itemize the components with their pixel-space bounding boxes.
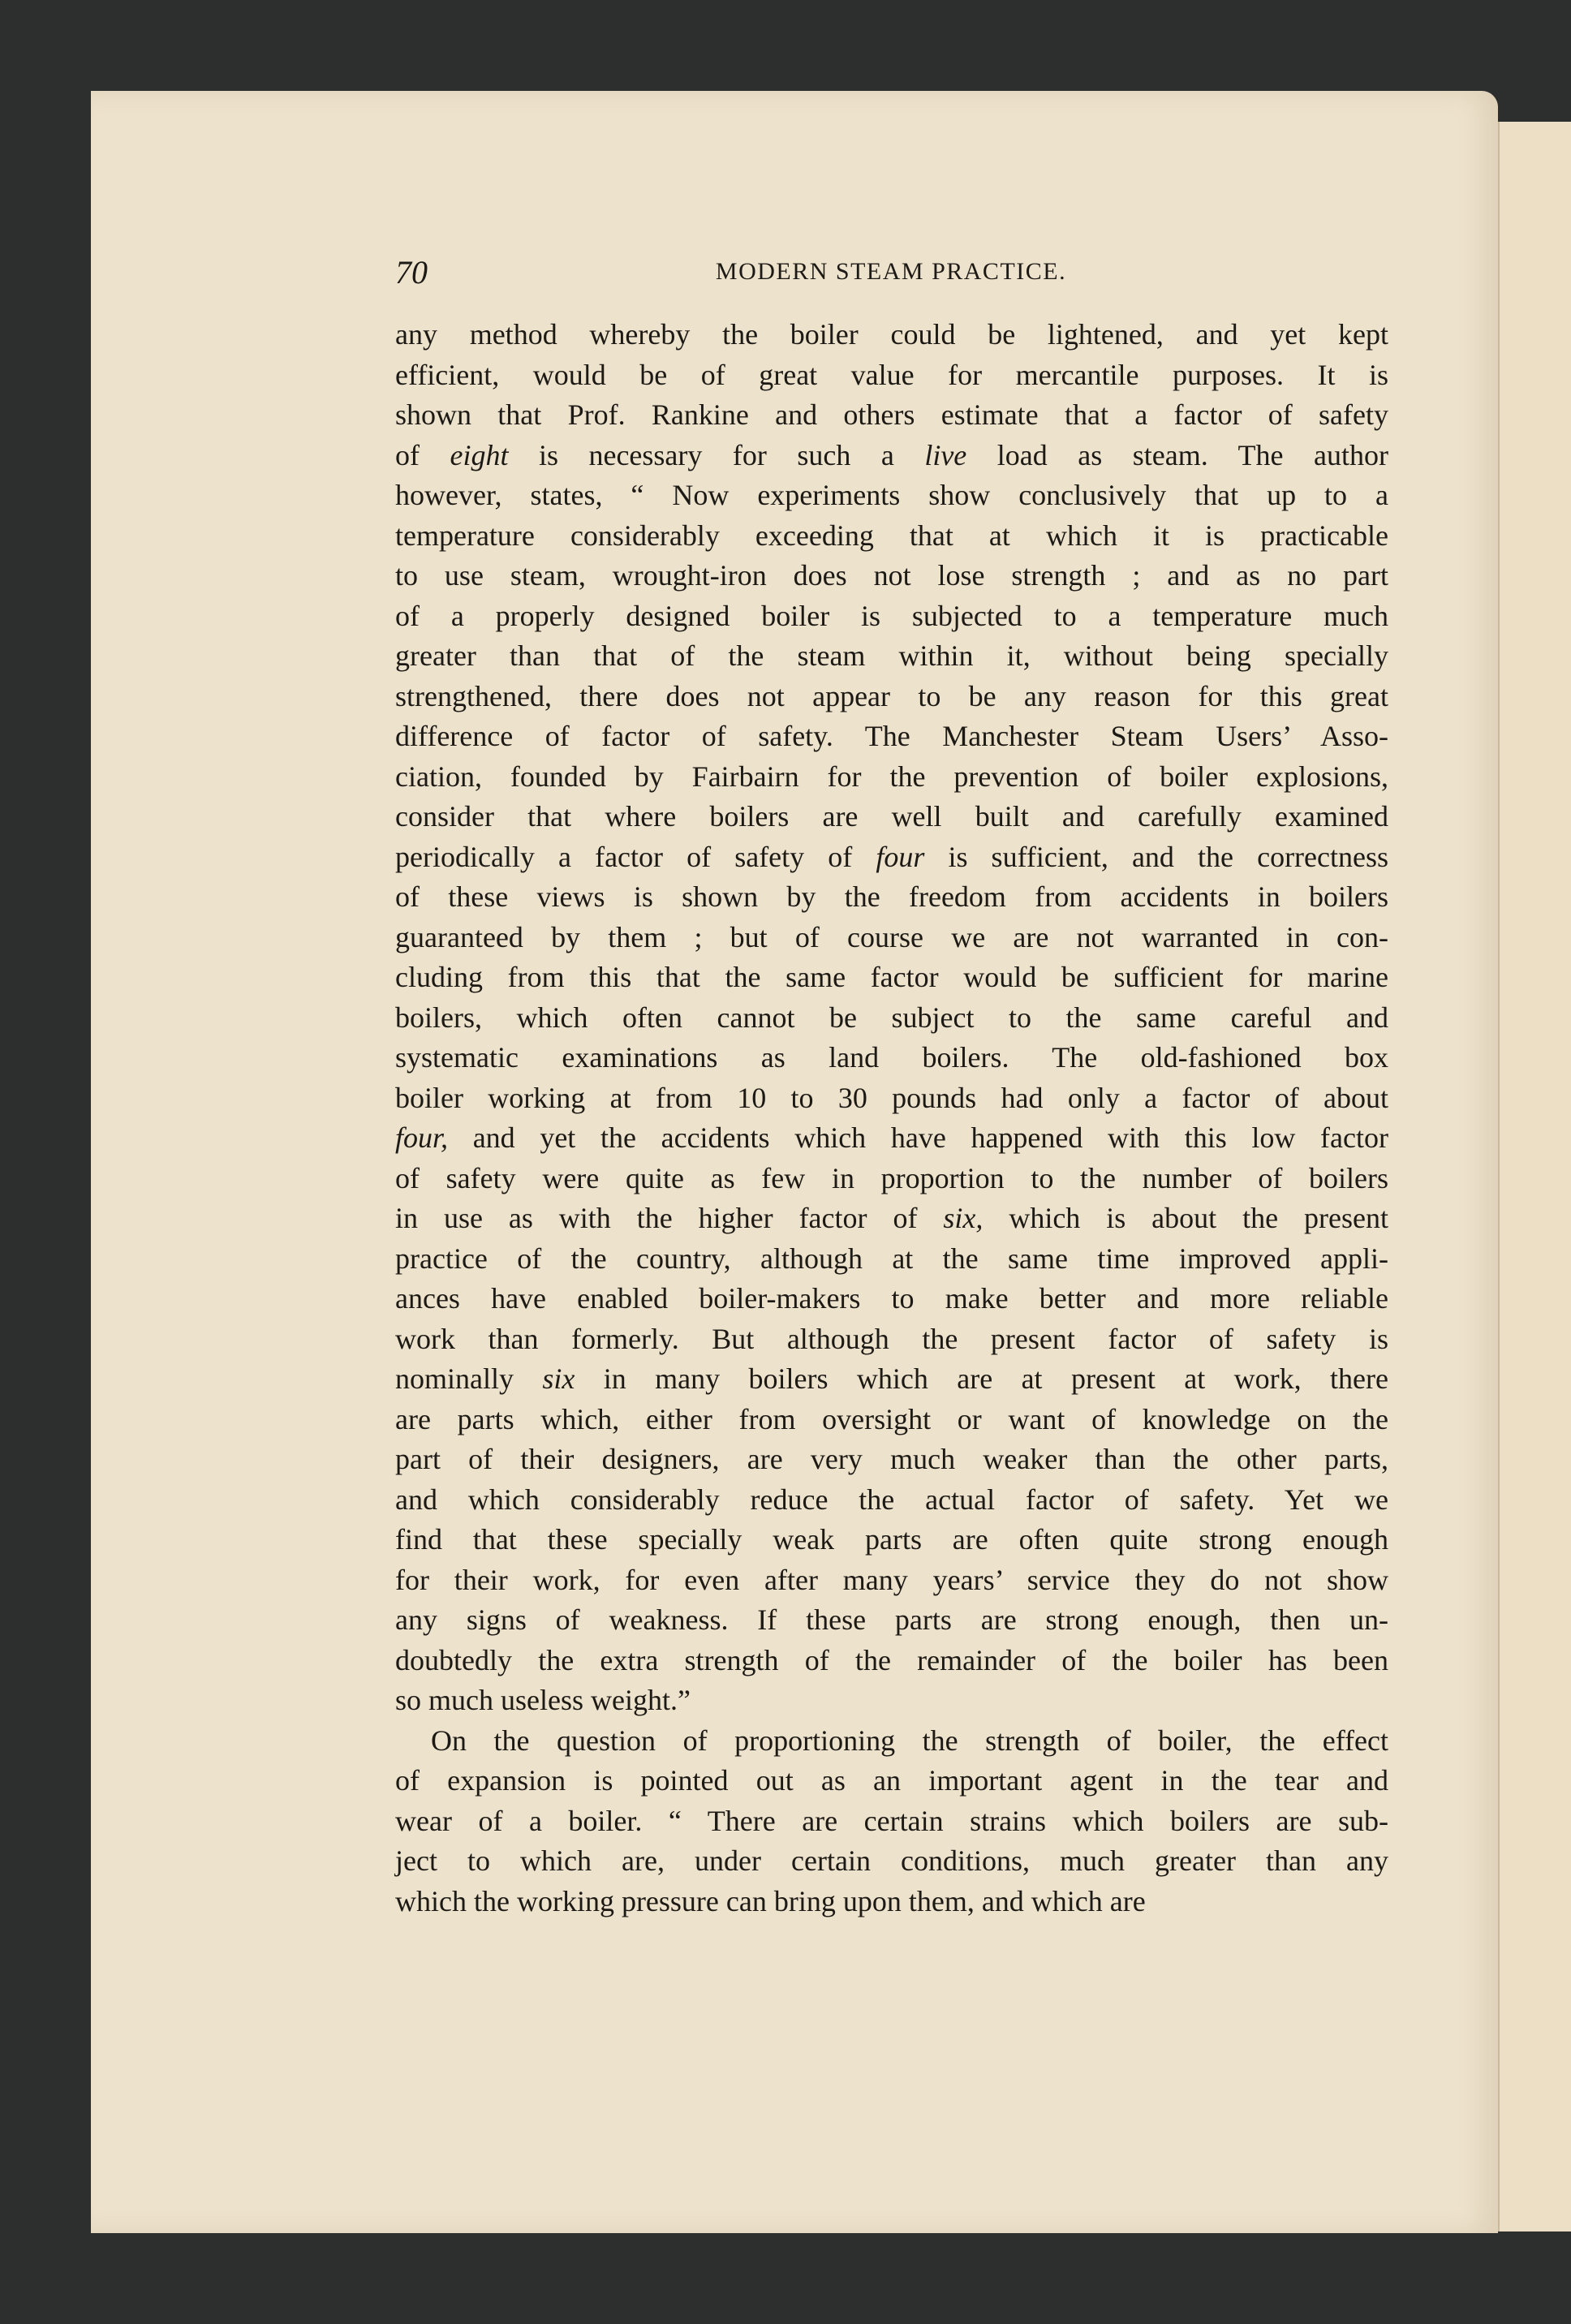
italic-word: six, xyxy=(943,1202,983,1234)
text-line: however, states, “ Now experiments show conclusively that up to a xyxy=(395,479,1388,511)
text-line: of a properly designed boiler is subjected to a temperature much xyxy=(395,599,1388,632)
text-line: doubtedly the extra strength of the remainder of the boiler has been xyxy=(395,1643,1388,1676)
text-line: any signs of weakness. If these parts are strong enough, then un- xyxy=(395,1603,1388,1636)
text-line: practice of the country, although at the same time improved appli- xyxy=(395,1242,1388,1275)
text-line: ject to which are, under certain conditions, much greater than any xyxy=(395,1844,1388,1877)
text-line: periodically a factor of safety of four is sufficient, and the correctness xyxy=(395,840,1389,873)
text-line: of these views is shown by the freedom from accidents in boilers xyxy=(395,880,1388,913)
text-line: of safety were quite as few in proportion to the number of boilers xyxy=(395,1161,1388,1194)
text-line: shown that Prof. Rankine and others estimate that a factor of safety xyxy=(395,398,1388,431)
text-line: temperature considerably exceeding that at which it is practicable xyxy=(395,519,1388,552)
text-line: part of their designers, are very much weaker than the other parts, xyxy=(395,1443,1388,1475)
text-line: in use as with the higher factor of six, which is about the present xyxy=(395,1202,1388,1234)
adjacent-page-edge xyxy=(1498,122,1571,2231)
text-line: cluding from this that the same factor would be sufficient for marine xyxy=(395,961,1388,993)
text-line: to use steam, wrought-iron does not lose strength ; and as no part xyxy=(395,559,1388,592)
text-line: of expansion is pointed out as an important agent in the tear and xyxy=(395,1764,1388,1797)
text-line: difference of factor of safety. The Manchester Steam Users’ Asso- xyxy=(395,720,1388,752)
text-line: so much useless weight.” xyxy=(395,1684,691,1716)
page-number: 70 xyxy=(395,254,428,290)
text-line: consider that where boilers are well built and carefully examined xyxy=(395,800,1388,833)
text-line: efficient, would be of great value for mercantile purposes. It is xyxy=(395,358,1388,391)
text-line: strengthened, there does not appear to be any reason for this great xyxy=(395,679,1388,712)
text-line: ances have enabled boiler-makers to make better and more reliable xyxy=(395,1282,1388,1315)
italic-word: four xyxy=(876,840,925,873)
text-line: and which considerably reduce the actual factor of safety. Yet we xyxy=(395,1483,1388,1516)
text-line: wear of a boiler. “ There are certain strains which boilers are sub- xyxy=(395,1804,1388,1837)
page-header xyxy=(395,253,1387,292)
text-line: On the question of proportioning the strength of boiler, the effect xyxy=(431,1724,1388,1757)
text-line: are parts which, either from oversight or want of knowledge on the xyxy=(395,1402,1388,1435)
text-line: nominally six in many boilers which are at present at work, there xyxy=(395,1362,1388,1395)
text-line: work than formerly. But although the present factor of safety is xyxy=(395,1322,1388,1355)
text-line: systematic examinations as land boilers. The old-fashioned box xyxy=(395,1041,1388,1074)
text-line: any method whereby the boiler could be lightened, and yet kept xyxy=(395,318,1388,351)
text-line: four, and yet the accidents which have happened with this low factor xyxy=(395,1121,1388,1154)
text-line: for their work, for even after many years’ service they do not show xyxy=(395,1563,1388,1596)
italic-word: six xyxy=(542,1362,575,1395)
text-line: boilers, which often cannot be subject to the same careful and xyxy=(395,1001,1388,1034)
text-line: ciation, founded by Fairbairn for the prevention of boiler explosions, xyxy=(395,760,1388,793)
text-line: which the working pressure can bring upon them, and which are xyxy=(395,1884,1146,1917)
text-line: find that these specially weak parts are often quite strong enough xyxy=(395,1523,1388,1556)
italic-word: eight xyxy=(450,438,509,471)
italic-word: live xyxy=(924,438,967,471)
text-line: of eight is necessary for such a live load as steam. The author xyxy=(395,438,1388,471)
text-line: greater than that of the steam within it, without being specially xyxy=(395,639,1388,672)
running-title: MODERN STEAM PRACTICE. xyxy=(715,258,1067,285)
text-line: guaranteed by them ; but of course we are not warranted in con- xyxy=(395,920,1388,953)
page-body-text xyxy=(395,315,1388,1922)
italic-word: four, xyxy=(395,1121,449,1154)
text-line: boiler working at from 10 to 30 pounds had only a factor of about xyxy=(395,1081,1388,1114)
